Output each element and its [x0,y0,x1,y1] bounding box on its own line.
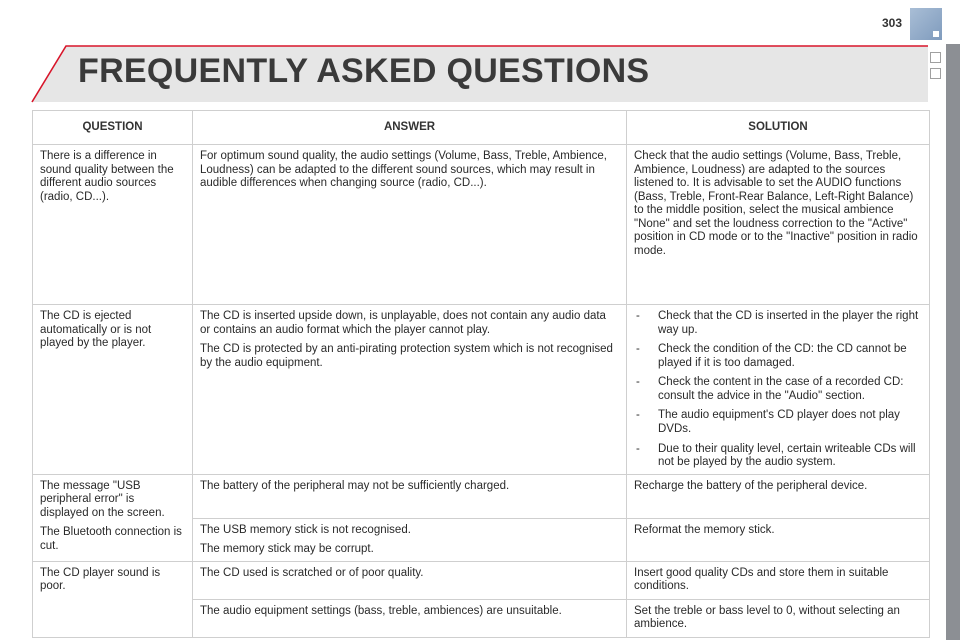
answer-cell [193,145,627,305]
answer-text: The audio equipment settings (bass, treble, ambiences) are unsuitable. [200,604,562,617]
solution-cell [627,305,930,475]
faq-table [32,110,930,638]
answer-text: The CD is protected by an anti-pirating protection system which is not recognised by the audio equipment. [200,343,613,369]
column-header-question: QUESTION [33,111,193,145]
page-number: 303 [881,16,902,30]
answer-text: The CD used is scratched or of poor quality. [200,566,424,579]
answer-text: For optimum sound quality, the audio settings (Volume, Bass, Treble, Ambience, Loudness) can be adapted to the different sound sources, which may result in audible differences when changing source (radio, CD...). [200,150,607,190]
answer-cell [193,518,627,561]
solution-text: Recharge the battery of the peripheral device. [634,479,868,492]
solution-text: Reformat the memory stick. [634,523,775,536]
solution-cell [627,518,930,561]
corner-square-mark [933,31,939,37]
question-text: There is a difference in sound quality between the different audio sources (radio, CD...). [40,150,174,203]
solution-cell [627,599,930,637]
solution-text: Insert good quality CDs and store them in suitable conditions. [634,566,889,593]
solution-text: Check that the audio settings (Volume, Bass, Treble, Ambience, Loudness) are adapted to the sources listened to. It is advisable to set the AUDIO functions (Bass, Treble, Front-Rear Balance, Left-Right Balance) to the middle position, select the musical ambience "None" and set the loudness correction to the "Active" position in CD mode or to the "Inactive" position in radio mode. [634,150,918,257]
answer-cell [193,474,627,518]
table-header-row [33,111,930,145]
question-text: The Bluetooth connection is cut. [40,526,182,552]
solution-list-item: - The audio equipment's CD player does not play DVDs. [634,409,922,436]
solution-cell [627,561,930,599]
answer-text: The USB memory stick is not recognised. [200,523,411,536]
answer-text: The battery of the peripheral may not be sufficiently charged. [200,479,510,492]
solution-list-item: - Check the content in the case of a recorded CD: consult the advice in the "Audio" section. [634,376,922,403]
page-corner-tab [910,8,942,40]
column-header-answer: ANSWER [193,111,627,145]
section-marker-box [930,52,941,63]
solution-list-item: - Due to their quality level, certain writeable CDs will not be played by the audio system. [634,443,922,470]
solution-cell [627,474,930,518]
page-title: FREQUENTLY ASKED QUESTIONS [78,52,650,90]
question-text: The CD is ejected automatically or is not played by the player. [40,310,152,350]
solution-list-item: - Check that the CD is inserted in the player the right way up. [634,310,922,337]
table-row [33,145,930,305]
question-text: The message "USB peripheral error" is displayed on the screen. [40,479,165,519]
answer-text: The CD is inserted upside down, is unplayable, does not contain any audio data or contains an audio format which the player cannot play. [200,310,606,336]
solution-list-item: - Check the condition of the CD: the CD cannot be played if it is too damaged. [634,343,922,370]
question-cell [33,145,193,305]
solution-list [634,310,922,470]
section-marker-box [930,68,941,79]
table-row [33,305,930,475]
table-row [33,561,930,599]
question-cell [33,561,193,637]
answer-text: The memory stick may be corrupt. [200,543,374,556]
right-edge-strip [946,44,960,640]
question-cell [33,474,193,561]
answer-cell [193,305,627,475]
solution-text: Set the treble or bass level to 0, without selecting an ambience. [634,604,900,631]
answer-cell [193,599,627,637]
question-cell [33,305,193,475]
question-text: The CD player sound is poor. [40,566,161,593]
table-row [33,474,930,518]
answer-cell [193,561,627,599]
column-header-solution: SOLUTION [627,111,930,145]
solution-cell [627,145,930,305]
